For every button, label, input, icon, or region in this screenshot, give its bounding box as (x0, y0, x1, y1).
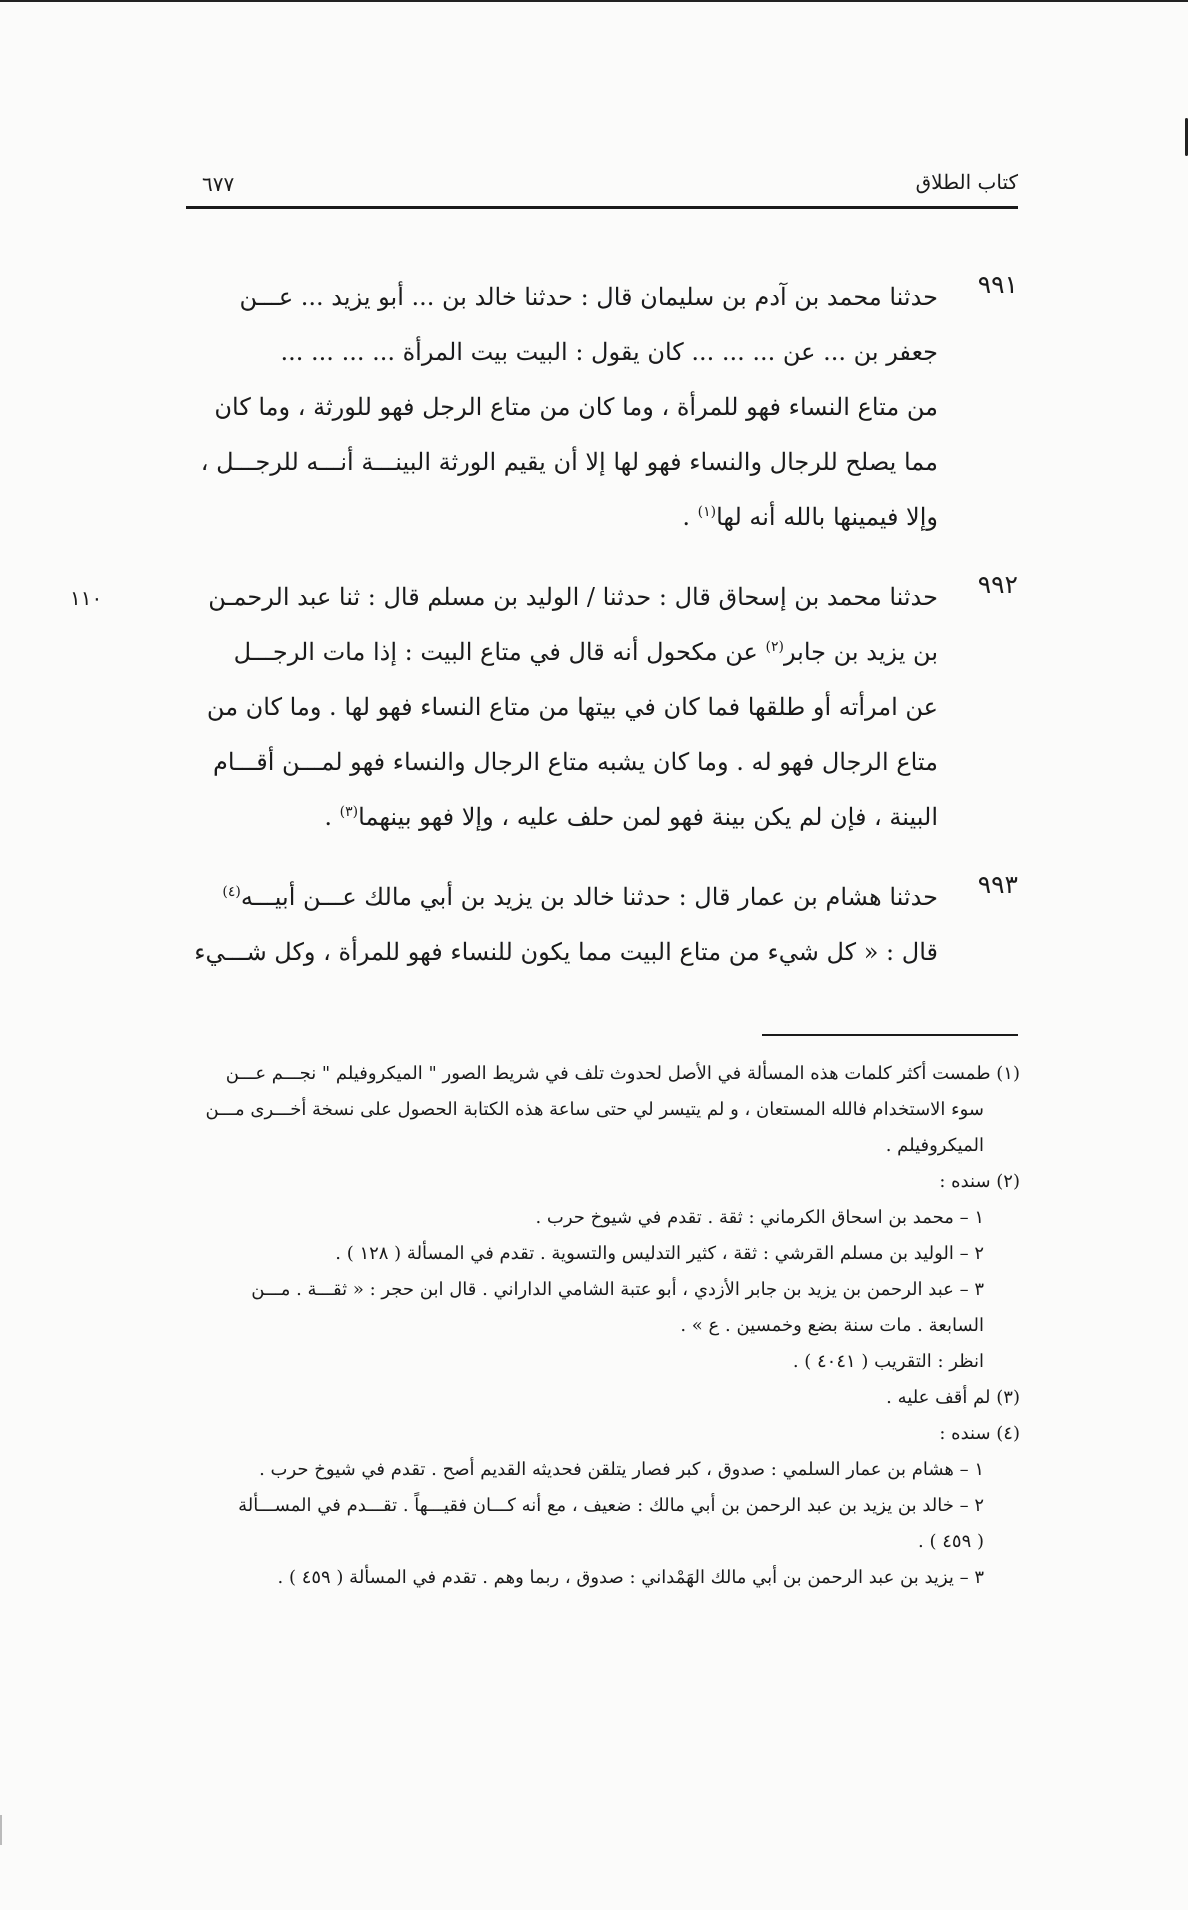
footnote-line: ١ – محمد بن اسحاق الكرماني : ثقة . تقدم في شيوخ حرب . (535, 1207, 984, 1228)
text-line: من متاع النساء فهو للمرأة ، وما كان من متاع الرجل فهو للورثة ، وما كان (214, 393, 938, 421)
entry-number: ٩٩٣ (977, 870, 1018, 899)
footnote-line: ١ – هشام بن عمار السلمي : صدوق ، كبر فصار يتلقن فحديثه القديم أصح . تقدم في شيوخ حرب . (259, 1459, 984, 1480)
text-line: جعفر بن ... عن ... ... ... كان يقول : البيت بيت المرأة ... ... ... ... (280, 338, 938, 366)
text-line: متاع الرجال فهو له . وما كان يشبه متاع الرجال والنساء فهو لمـــن أقـــام (212, 748, 938, 776)
footnote-ref: (٢) (765, 639, 784, 655)
text-segment: . (682, 503, 698, 531)
footnote-line: (٤) سنده : (939, 1423, 1020, 1444)
footnote-line: ٢ – الوليد بن مسلم القرشي : ثقة ، كثير التدليس والتسوية . تقدم في المسألة ( ١٢٨ ) . (335, 1243, 984, 1264)
page-number: ٦٧٧ (202, 172, 235, 196)
text-line (186, 625, 938, 680)
text-segment: وإلا فيمينها بالله أنه لها (716, 503, 938, 531)
footnote-ref: (٣) (339, 804, 359, 820)
footnote-line: (١) طمست أكثر كلمات هذه المسألة في الأصل لحدوث تلف في شريط الصور " الميكروفيلم " نجـــم عـــن (225, 1063, 1020, 1084)
footnote-line: السابعة . مات سنة بضع وخمسين . ع » . (680, 1315, 984, 1336)
text-line: قال : « كل شيء من متاع البيت مما يكون للنساء فهو للمرأة ، وكل شـــيء (194, 938, 938, 966)
scan-speck (0, 1815, 2, 1845)
text-line: حدثنا محمد بن آدم بن سليمان قال : حدثنا خالد بن ... أبو يزيد ... عـــن (239, 283, 938, 311)
entry-text (186, 870, 938, 980)
text-line (186, 790, 938, 845)
running-header (186, 170, 1018, 210)
header-rule (186, 206, 1018, 209)
footnote-rule (762, 1034, 1018, 1036)
footnote-line: (٢) سنده : (939, 1171, 1020, 1192)
footnote-line: ٣ – عبد الرحمن بن يزيد بن جابر الأزدي ، أبو عتبة الشامي الداراني . قال ابن حجر : « ثقـــة . مـــن (251, 1279, 984, 1300)
text-segment: عن مكحول أنه قال في متاع البيت : إذا مات الرجـــل (233, 638, 758, 666)
entry-text (186, 570, 938, 845)
footnote-line: ٢ – خالد بن يزيد بن عبد الرحمن بن أبي مالك : ضعيف ، مع أنه كـــان فقيـــهاً . تقـــدم في المســـألة (238, 1495, 984, 1516)
text-segment: البينة ، فإن لم يكن بينة فهو لمن حلف عليه ، وإلا فهو بينهما (358, 803, 938, 831)
margin-folio-number: ١١٠ (70, 586, 103, 610)
footnotes (180, 1056, 1020, 1596)
text-segment: . (324, 803, 340, 831)
text-line (186, 870, 938, 925)
entry-number: ٩٩٢ (977, 570, 1018, 599)
footnote-line: سوء الاستخدام فالله المستعان ، و لم يتيسر لي حتى ساعة هذه الكتابة الحصول على نسخة أخـــرى مـــن (205, 1099, 984, 1120)
footnote-ref: (٤) (222, 884, 241, 900)
footnote-ref: (١) (697, 504, 717, 520)
footnote-line: ( ٤٥٩ ) . (918, 1531, 984, 1552)
text-segment: بن يزيد بن جابر (783, 638, 938, 666)
page-top-edge (0, 0, 1188, 2)
chapter-title: كتاب الطلاق (915, 170, 1018, 194)
footnote-line: انظر : التقريب ( ٤٠٤١ ) . (792, 1351, 984, 1372)
text-segment: حدثنا هشام بن عمار قال : حدثنا خالد بن يزيد بن أبي مالك عـــن أبيـــه (240, 883, 938, 911)
entry-text (186, 270, 938, 545)
text-line: عن امرأته أو طلقها فما كان في بيتها من متاع النساء فهو لها . وما كان من (206, 693, 938, 721)
footnote-line: الميكروفيلم . (885, 1135, 984, 1156)
footnote-line: (٣) لم أقف عليه . (886, 1387, 1020, 1408)
entry-number: ٩٩١ (977, 270, 1018, 299)
text-line (186, 490, 938, 545)
footnote-line: ٣ – يزيد بن عبد الرحمن بن أبي مالك الهَمْداني : صدوق ، ربما وهم . تقدم في المسألة ( ٤٥٩ ) . (277, 1567, 984, 1588)
text-line: مما يصلح للرجال والنساء فهو لها إلا أن يقيم الورثة البينـــة أنـــه للرجـــل ، (200, 448, 938, 476)
text-line: حدثنا محمد بن إسحاق قال : حدثنا / الوليد بن مسلم قال : ثنا عبد الرحمـن (208, 583, 938, 611)
